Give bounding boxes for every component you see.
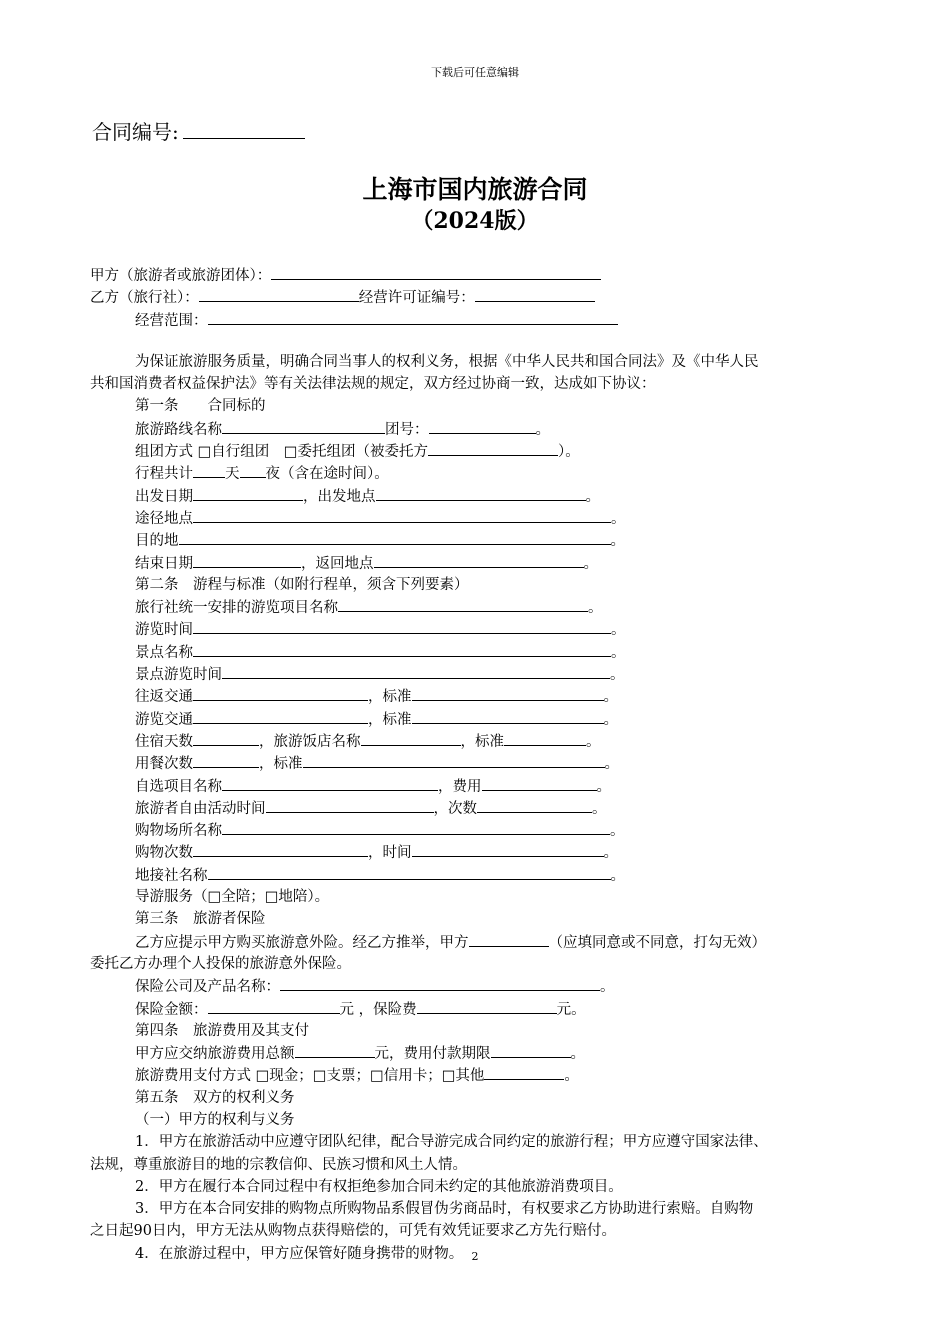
contract-line [90, 1087, 860, 1109]
line-text: 旅行社统一安排的游览项目名称 [135, 600, 338, 617]
line-text: ，标准 [460, 733, 504, 750]
document-title: 上海市国内旅游合同 [362, 175, 588, 204]
page-number: 2 [471, 1250, 479, 1263]
line-text: 夜（含在途时间）。 [265, 466, 389, 483]
line-text: 购物次数 [135, 845, 193, 862]
line-text: 4．在旅游过程中，甲方应保管好随身携带的财物。 [135, 1245, 464, 1262]
line-text: 购物场所名称 [135, 823, 222, 840]
fill-blank[interactable] [412, 841, 604, 857]
line-text: 。 [586, 733, 601, 750]
contract-line [90, 1220, 860, 1242]
fill-blank[interactable] [477, 797, 592, 813]
line-text: （应填同意或不同意，打勾无效） [548, 934, 766, 951]
line-text: 第五条 双方的权利义务 [135, 1089, 295, 1106]
contract-line [90, 462, 860, 484]
contract-line [90, 1109, 860, 1131]
contract-line [90, 485, 860, 507]
line-text: 之日起90日内，甲方无法从购物点获得赔偿的，可凭有效凭证要求乙方先行赔付。 [90, 1223, 616, 1240]
contract-line [90, 819, 860, 841]
contract-line [90, 1020, 860, 1042]
line-text: 为保证旅游服务质量，明确合同当事人的权利义务，根据《中华人民共和国合同法》及《中华人民 [135, 353, 759, 370]
line-text: 团号： [385, 421, 429, 438]
line-text: ，出发地点 [303, 488, 376, 505]
line-text: 第二条 游程与标准（如附行程单，须含下列要素） [135, 576, 469, 593]
line-text: 3．甲方在本合同安排的购物点所购物品系假冒伪劣商品时，有权要求乙方协助进行索赔。自购物 [135, 1201, 754, 1218]
line-text: 甲方应交纳旅游费用总额 [135, 1046, 295, 1063]
fill-blank[interactable] [193, 552, 301, 568]
contract-line [90, 775, 860, 797]
fill-blank[interactable] [376, 485, 586, 501]
fill-blank[interactable] [208, 309, 618, 325]
line-text: 元 ，保险费 [339, 1001, 417, 1018]
contract-line [90, 886, 860, 908]
fill-blank[interactable] [208, 998, 340, 1014]
contract-line [90, 418, 860, 440]
line-text: 。 [588, 600, 603, 617]
line-text: 乙方应提示甲方购买旅游意外险。经乙方推举，甲方 [135, 934, 469, 951]
line-text: 游览时间 [135, 622, 193, 639]
line-text: 。 [610, 823, 625, 840]
line-text: 。 [603, 845, 618, 862]
line-text: ，费用 [438, 778, 482, 795]
fill-blank[interactable] [208, 864, 611, 880]
line-text: 景点游览时间 [135, 667, 222, 684]
contract-line [90, 931, 860, 953]
contract-line [90, 440, 860, 462]
contract-line [90, 529, 860, 551]
line-text: 地接社名称 [135, 867, 208, 884]
line-text: 出发日期 [135, 488, 193, 505]
fill-blank[interactable] [491, 1042, 571, 1058]
fill-blank[interactable] [222, 418, 385, 434]
fill-blank[interactable] [484, 1064, 564, 1080]
fill-blank[interactable] [374, 552, 584, 568]
line-text: 目的地 [135, 533, 179, 550]
contract-line [90, 998, 860, 1020]
fill-blank[interactable] [469, 931, 549, 947]
fill-blank[interactable] [179, 529, 611, 545]
contract-line [90, 841, 860, 863]
contract-line [90, 507, 860, 529]
line-text: 旅游路线名称 [135, 421, 222, 438]
fill-blank[interactable] [266, 797, 434, 813]
line-text: 。 [585, 488, 600, 505]
line-text: 行程共计 [135, 466, 193, 483]
fill-blank[interactable] [475, 286, 595, 302]
line-text: 。 [603, 689, 618, 706]
line-text: 。 [603, 711, 618, 728]
contract-line [90, 1042, 860, 1064]
document-subtitle: （2024版） [411, 208, 539, 234]
fill-blank[interactable] [193, 752, 259, 768]
line-text: 往返交通 [135, 689, 193, 706]
fill-blank[interactable] [193, 708, 368, 724]
contract-line [90, 309, 860, 331]
line-text: 甲方（旅游者或旅游团体）： [90, 268, 272, 284]
line-text: 旅游者自由活动时间 [135, 800, 266, 817]
line-text: 共和国消费者权益保护法》等有关法律法规的规定，双方经过协商一致，达成如下协议： [90, 376, 656, 393]
line-text: 。 [611, 510, 626, 527]
contract-number-label: 合同编号: [92, 120, 179, 144]
line-text: 。 [611, 622, 626, 639]
fill-blank[interactable] [504, 730, 586, 746]
fill-blank[interactable] [280, 975, 600, 991]
line-text: 。 [592, 800, 607, 817]
contract-line [90, 797, 860, 819]
line-text: 委托乙方办理个人投保的旅游意外保险。 [90, 955, 351, 972]
line-text: 。 [610, 533, 625, 550]
line-text: 自选项目名称 [135, 778, 222, 795]
contract-number [92, 116, 305, 145]
line-text: 。 [583, 555, 598, 572]
fill-blank[interactable] [193, 685, 368, 701]
contract-line [90, 596, 860, 618]
line-text: 途径地点 [135, 510, 193, 527]
line-text: 法规，尊重旅游目的地的宗教信仰、民族习惯和风土人情。 [90, 1156, 467, 1173]
contract-line [90, 641, 860, 663]
contract-line [90, 574, 860, 596]
contract-body [90, 264, 860, 1265]
line-text: 景点名称 [135, 644, 193, 661]
line-text: 第一条 合同标的 [135, 398, 266, 415]
line-text: 。 [604, 756, 619, 773]
fill-blank[interactable] [417, 998, 557, 1014]
contract-line [90, 373, 860, 395]
line-text: 1．甲方在旅游活动中应遵守团队纪律，配合导游完成合同约定的旅游行程；甲方应遵守国家法律、 [135, 1134, 768, 1151]
contract-line [90, 708, 860, 730]
contract-line [90, 1176, 860, 1198]
fill-blank[interactable] [361, 730, 461, 746]
fill-blank[interactable] [193, 618, 611, 634]
line-text: ，标准 [368, 711, 412, 728]
line-text: 。 [610, 667, 625, 684]
contract-line [90, 864, 860, 886]
line-text: 住宿天数 [135, 733, 193, 750]
line-text: ，标准 [368, 689, 412, 706]
fill-blank[interactable] [412, 685, 604, 701]
fill-blank[interactable] [271, 264, 601, 280]
fill-blank[interactable] [193, 485, 303, 501]
line-text: 第三条 旅游者保险 [135, 911, 266, 928]
contract-line [90, 685, 860, 707]
fill-blank[interactable] [193, 507, 611, 523]
line-text: 保险公司及产品名称： [135, 979, 280, 996]
line-text: 游览交通 [135, 711, 193, 728]
line-text: 。 [570, 1046, 585, 1063]
contract-line [90, 730, 860, 752]
line-text: 元，费用付款期限 [374, 1046, 491, 1063]
contract-line [90, 618, 860, 640]
fill-blank[interactable] [222, 819, 610, 835]
contract-line [90, 1131, 860, 1153]
contract-line [90, 663, 860, 685]
contract-number-blank[interactable] [183, 120, 305, 139]
fill-blank[interactable] [193, 462, 225, 478]
line-text: 元。 [556, 1001, 586, 1018]
line-text: 2．甲方在履行本合同过程中有权拒绝参加合同未约定的其他旅游消费项目。 [135, 1178, 623, 1195]
contract-line [90, 286, 860, 308]
fill-blank[interactable] [240, 462, 266, 478]
line-text: ）。 [558, 444, 580, 461]
line-text: 第四条 旅游费用及其支付 [135, 1022, 309, 1039]
line-text: ，旅游饭店名称 [259, 733, 361, 750]
line-text: ，返回地点 [301, 555, 374, 572]
line-text: 经营范围： [135, 312, 208, 329]
fill-blank[interactable] [193, 841, 368, 857]
fill-blank[interactable] [193, 641, 611, 657]
fill-blank[interactable] [428, 440, 558, 456]
line-text: 旅游费用支付方式 □现金；□支票；□信用卡；□其他 [135, 1068, 485, 1085]
page-header: 下载后可任意编辑 [431, 66, 519, 79]
fill-blank[interactable] [429, 418, 536, 434]
contract-line [90, 1198, 860, 1220]
line-text: ，标准 [259, 756, 303, 773]
contract-line [90, 552, 860, 574]
line-text: 导游服务（□全陪；□地陪）。 [135, 889, 330, 906]
fill-blank[interactable] [222, 663, 610, 679]
line-text: （一）甲方的权利与义务 [135, 1111, 295, 1128]
contract-line [90, 1064, 860, 1086]
contract-line [90, 264, 860, 286]
fill-blank[interactable] [482, 775, 597, 791]
fill-blank[interactable] [199, 286, 359, 302]
line-text: 天 [225, 466, 240, 483]
fill-blank[interactable] [222, 775, 438, 791]
line-text: 。 [611, 644, 626, 661]
line-text: 。 [600, 979, 615, 996]
fill-blank[interactable] [338, 596, 588, 612]
line-text: 结束日期 [135, 555, 193, 572]
line-text: ，时间 [368, 845, 412, 862]
fill-blank[interactable] [412, 708, 604, 724]
contract-line [90, 953, 860, 975]
line-text: 。 [596, 778, 611, 795]
contract-line [90, 395, 860, 417]
contract-line [90, 975, 860, 997]
fill-blank[interactable] [295, 1042, 375, 1058]
line-text: 组团方式 □自行组团 □委托组团（被委托方 [135, 444, 429, 461]
fill-blank[interactable] [303, 752, 605, 768]
line-text: 。 [610, 867, 625, 884]
fill-blank[interactable] [193, 730, 259, 746]
line-text: 保险金额： [135, 1001, 208, 1018]
line-text: 乙方（旅行社）： [90, 290, 199, 307]
line-text: 用餐次数 [135, 756, 193, 773]
line-text: 。 [535, 421, 550, 438]
contract-line [90, 351, 860, 373]
contract-line [90, 1154, 860, 1176]
line-text: 。 [564, 1068, 579, 1085]
contract-line [90, 908, 860, 930]
line-text: ，次数 [433, 800, 477, 817]
contract-line [90, 752, 860, 774]
line-text: 经营许可证编号： [358, 290, 475, 307]
